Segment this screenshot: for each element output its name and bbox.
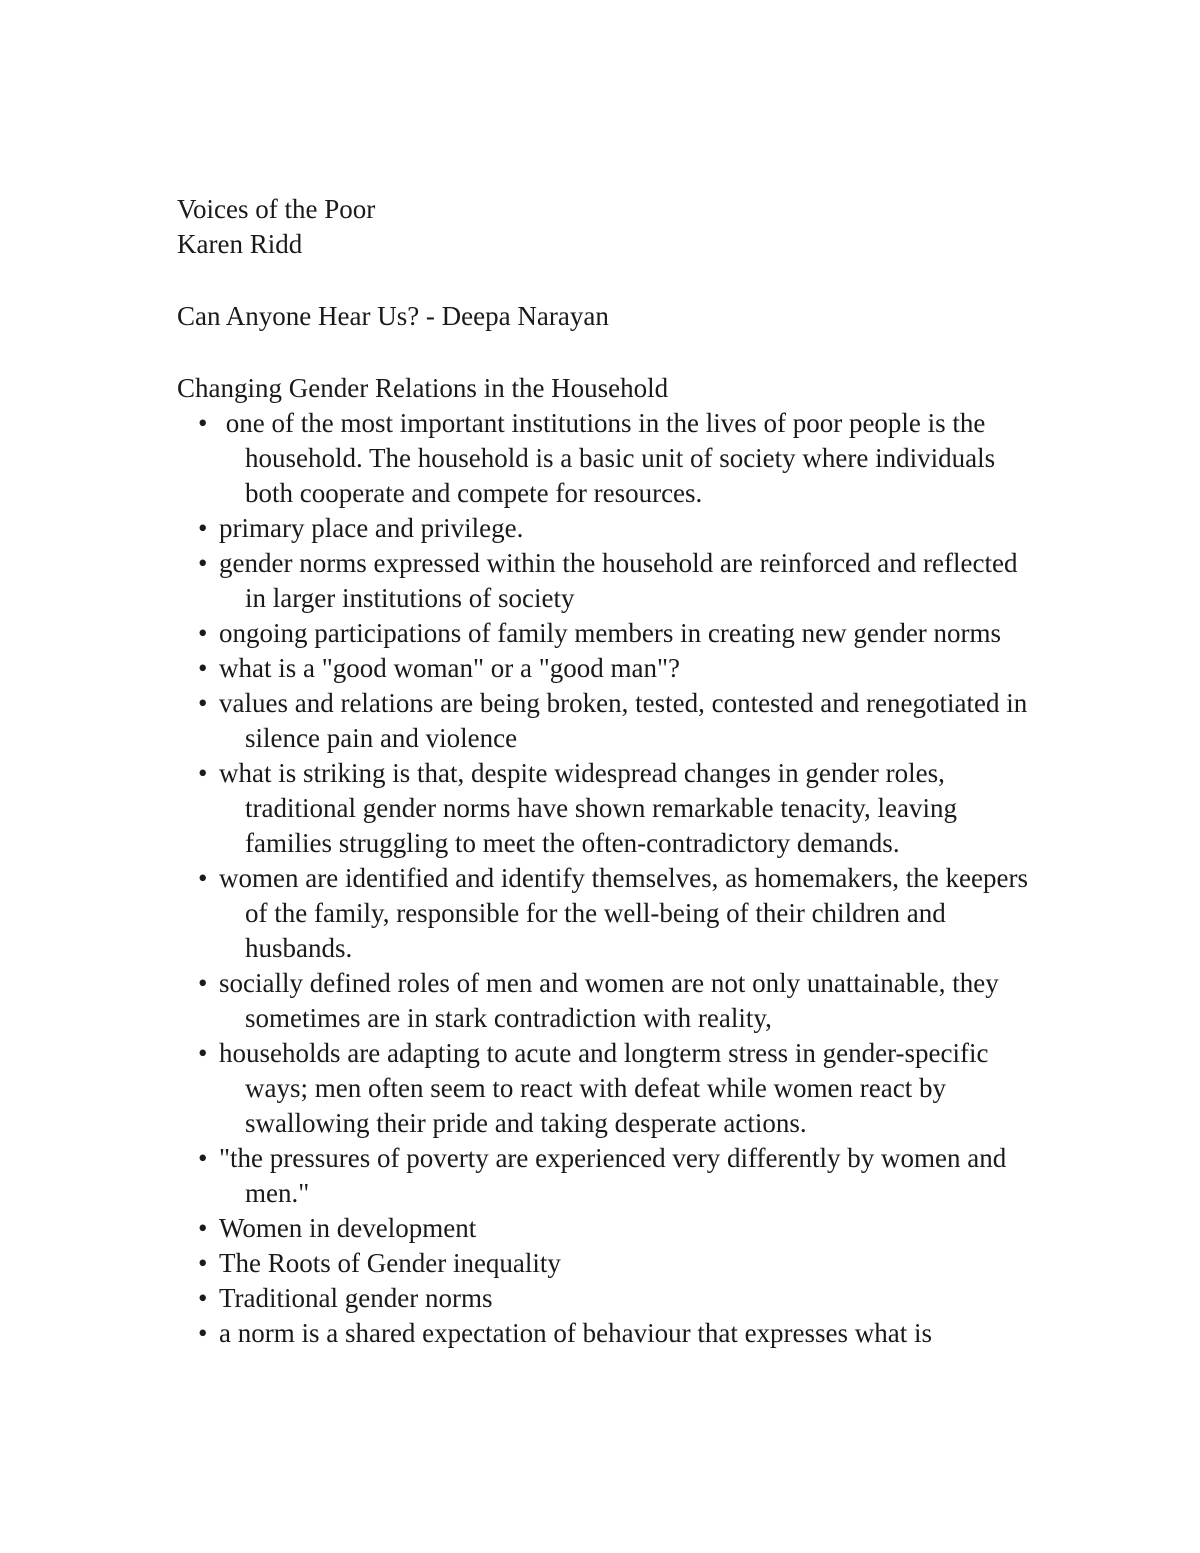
bullet-item xyxy=(177,861,1037,966)
bullet-icon: • xyxy=(198,548,208,578)
bullet-text: Traditional gender norms xyxy=(219,1283,493,1313)
bullet-item xyxy=(177,1036,1037,1141)
bullet-text: what is striking is that, despite widespread changes in gender roles, traditional gender norms have shown remarkable tenacity, leaving families struggling to meet the often-contradictory demands. xyxy=(219,758,957,858)
bullet-item xyxy=(177,546,1037,616)
bullet-item xyxy=(177,616,1037,651)
bullet-icon: • xyxy=(198,968,208,998)
document-author: Karen Ridd xyxy=(177,229,303,259)
document-title: Voices of the Poor xyxy=(177,194,376,224)
bullet-text: ongoing participations of family members in creating new gender norms xyxy=(219,618,1002,648)
bullet-item xyxy=(177,651,1037,686)
bullet-icon: • xyxy=(198,1038,208,1068)
bullet-item xyxy=(177,686,1037,756)
bullet-item xyxy=(177,966,1037,1036)
bullet-item xyxy=(177,406,1037,511)
bullet-icon: • xyxy=(198,653,208,683)
bullet-text: what is a "good woman" or a "good man"? xyxy=(219,653,680,683)
bullet-icon: • xyxy=(198,1318,208,1348)
bullet-icon: • xyxy=(198,513,208,543)
bullet-text: socially defined roles of men and women are not only unattainable, they sometimes are in stark contradiction with reality, xyxy=(219,968,999,1033)
section-heading: Changing Gender Relations in the Household xyxy=(177,373,669,403)
bullet-text: primary place and privilege. xyxy=(219,513,524,543)
spacer xyxy=(177,334,1037,371)
bullet-icon: • xyxy=(198,758,208,788)
bullet-icon: • xyxy=(198,1283,208,1313)
bullet-text: a norm is a shared expectation of behaviour that expresses what is xyxy=(219,1318,933,1348)
bullet-text: women are identified and identify themselves, as homemakers, the keepers of the family, responsible for the well-being of their children and husbands. xyxy=(219,863,1028,963)
bullet-icon: • xyxy=(198,408,208,438)
bullet-item xyxy=(177,1316,1037,1351)
bullet-item xyxy=(177,511,1037,546)
spacer xyxy=(177,262,1037,299)
bullet-text: The Roots of Gender inequality xyxy=(219,1248,561,1278)
bullet-text: households are adapting to acute and longterm stress in gender-specific ways; men often seem to react with defeat while women react by swallowing their pride and taking desperate actions. xyxy=(219,1038,989,1138)
document-page xyxy=(177,192,1037,1351)
bullet-item xyxy=(177,1211,1037,1246)
bullet-item xyxy=(177,756,1037,861)
bullet-text: Women in development xyxy=(219,1213,477,1243)
bullet-list xyxy=(177,406,1037,1351)
bullet-text: "the pressures of poverty are experienced very differently by women and men." xyxy=(219,1143,1007,1208)
bullet-text: one of the most important institutions in the lives of poor people is the household. The household is a basic unit of society where individuals both cooperate and compete for resources. xyxy=(219,408,996,508)
bullet-item xyxy=(177,1246,1037,1281)
bullet-item xyxy=(177,1281,1037,1316)
bullet-icon: • xyxy=(198,618,208,648)
bullet-icon: • xyxy=(198,863,208,893)
bullet-text: gender norms expressed within the household are reinforced and reflected in larger institutions of society xyxy=(219,548,1018,613)
bullet-icon: • xyxy=(198,688,208,718)
bullet-icon: • xyxy=(198,1213,208,1243)
source-reference: Can Anyone Hear Us? - Deepa Narayan xyxy=(177,301,609,331)
bullet-text: values and relations are being broken, tested, contested and renegotiated in silence pain and violence xyxy=(219,688,1028,753)
bullet-icon: • xyxy=(198,1248,208,1278)
bullet-item xyxy=(177,1141,1037,1211)
bullet-icon: • xyxy=(198,1143,208,1173)
